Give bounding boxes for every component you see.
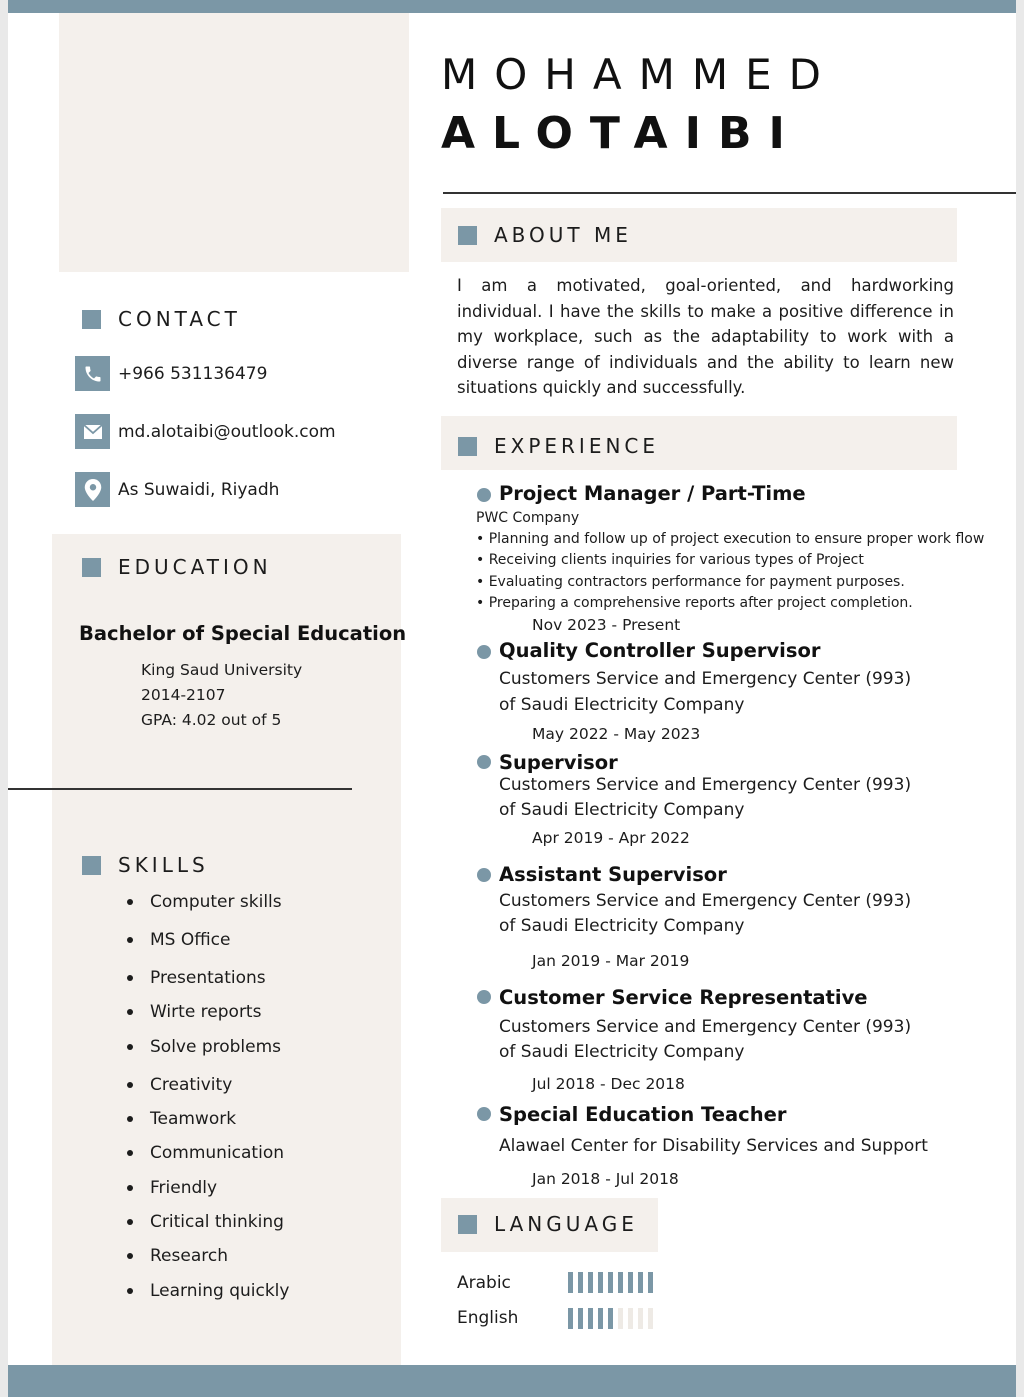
skill-item: Critical thinking — [127, 1212, 284, 1232]
education-degree: Bachelor of Special Education — [79, 622, 407, 645]
skill-item: MS Office — [127, 930, 230, 950]
skill-item: Creativity — [127, 1075, 232, 1095]
section-square-icon — [82, 310, 101, 329]
skill-item: Solve problems — [127, 1037, 281, 1057]
job-title: Customer Service Representative — [499, 986, 868, 1009]
job-dates: May 2022 - May 2023 — [532, 725, 701, 743]
job-employer-line: Customers Service and Emergency Center (993) — [499, 669, 912, 689]
job-employer-line: of Saudi Electricity Company — [499, 1042, 745, 1062]
job-employer-line: Customers Service and Emergency Center (993) — [499, 891, 912, 911]
job-bullet-dot — [477, 868, 491, 882]
language-level-tick — [638, 1272, 643, 1293]
skill-item: Teamwork — [127, 1109, 236, 1129]
job-title: Quality Controller Supervisor — [499, 639, 821, 662]
header-divider — [443, 192, 1016, 194]
education-years: 2014-2107 — [141, 686, 226, 704]
about-text: I am a motivated, goal-oriented, and hardworking individual. I have the skills to make a positive difference in my workplace, such as the adaptability to work with a diverse range of individuals and the ability to learn new situations quickly and successfully. — [457, 276, 954, 397]
job-company: PWC Company — [476, 510, 580, 526]
experience-heading: EXPERIENCE — [458, 434, 659, 458]
job-bullet: • Planning and follow up of project execution to ensure proper work flow — [476, 531, 985, 547]
contact-location-row — [75, 472, 279, 507]
about-heading: ABOUT ME — [458, 223, 632, 247]
education-university: King Saud University — [141, 661, 303, 679]
language-level-tick — [608, 1272, 613, 1293]
job-dates: Jan 2018 - Jul 2018 — [532, 1170, 679, 1188]
job-dates: Apr 2019 - Apr 2022 — [532, 829, 690, 847]
language-level-tick — [568, 1272, 573, 1293]
bottom-accent-bar — [8, 1365, 1016, 1397]
education-heading: EDUCATION — [82, 555, 272, 579]
language-level-tick — [568, 1308, 573, 1329]
skill-item: Friendly — [127, 1178, 217, 1198]
first-name: MOHAMMED — [441, 50, 838, 99]
language-heading: LANGUAGE — [458, 1212, 638, 1236]
language-level-tick — [638, 1308, 643, 1329]
job-employer-line: of Saudi Electricity Company — [499, 695, 745, 715]
job-title: Project Manager / Part-Time — [499, 482, 806, 505]
section-square-icon — [458, 437, 477, 456]
language-level-bar — [568, 1308, 658, 1329]
skill-item: Presentations — [127, 968, 266, 988]
job-employer-line: Customers Service and Emergency Center (993) — [499, 1017, 912, 1037]
language-level-tick — [608, 1308, 613, 1329]
language-level-tick — [598, 1308, 603, 1329]
job-employer-line: of Saudi Electricity Company — [499, 916, 745, 936]
photo-placeholder — [59, 13, 409, 272]
skill-item: Wirte reports — [127, 1002, 261, 1022]
section-square-icon — [458, 226, 477, 245]
language-level-bar — [568, 1272, 658, 1293]
job-dates: Jul 2018 - Dec 2018 — [532, 1075, 685, 1093]
page-edge-right — [1016, 0, 1024, 1397]
language-level-tick — [618, 1272, 623, 1293]
language-name: English — [457, 1308, 519, 1328]
language-level-tick — [578, 1308, 583, 1329]
language-level-tick — [588, 1272, 593, 1293]
job-dates: Jan 2019 - Mar 2019 — [532, 952, 690, 970]
language-level-tick — [618, 1308, 623, 1329]
skills-heading: SKILLS — [82, 853, 209, 877]
job-bullet-dot — [477, 488, 491, 502]
language-level-tick — [598, 1272, 603, 1293]
contact-email-row — [75, 414, 336, 449]
map-pin-icon — [75, 472, 110, 507]
language-level-tick — [578, 1272, 583, 1293]
job-bullet: • Receiving clients inquiries for various types of Project — [476, 552, 864, 568]
job-bullet-dot — [477, 645, 491, 659]
language-level-tick — [588, 1308, 593, 1329]
last-name: ALOTAIBI — [441, 108, 802, 159]
language-level-tick — [628, 1272, 633, 1293]
job-bullet: • Evaluating contractors performance for payment purposes. — [476, 574, 905, 590]
page-edge-left — [0, 0, 8, 1397]
left-divider — [8, 788, 352, 790]
skill-item: Communication — [127, 1143, 284, 1163]
phone-icon — [75, 356, 110, 391]
section-square-icon — [458, 1215, 477, 1234]
top-accent-bar — [8, 0, 1016, 13]
contact-phone-row — [75, 356, 267, 391]
education-gpa: GPA: 4.02 out of 5 — [141, 711, 282, 729]
job-employer-line: Customers Service and Emergency Center (993) — [499, 775, 912, 795]
skill-item: Research — [127, 1246, 228, 1266]
job-title: Assistant Supervisor — [499, 863, 727, 886]
job-employer-line: Alawael Center for Disability Services and Support — [499, 1136, 928, 1156]
contact-phone: +966 531136479 — [118, 363, 268, 384]
job-employer-line: of Saudi Electricity Company — [499, 800, 745, 820]
job-bullet: • Preparing a comprehensive reports after project completion. — [476, 595, 913, 611]
job-title: Special Education Teacher — [499, 1103, 787, 1126]
contact-heading: CONTACT — [82, 307, 241, 331]
job-bullet-dot — [477, 755, 491, 769]
contact-email: md.alotaibi@outlook.com — [118, 421, 336, 442]
language-level-tick — [628, 1308, 633, 1329]
section-square-icon — [82, 558, 101, 577]
skill-item: Learning quickly — [127, 1281, 289, 1301]
job-bullet-dot — [477, 990, 491, 1004]
job-dates: Nov 2023 - Present — [532, 616, 681, 634]
language-level-tick — [648, 1272, 653, 1293]
job-title: Supervisor — [499, 751, 618, 774]
contact-location: As Suwaidi, Riyadh — [118, 479, 280, 500]
envelope-icon — [75, 414, 110, 449]
job-bullet-dot — [477, 1107, 491, 1121]
language-level-tick — [648, 1308, 653, 1329]
language-name: Arabic — [457, 1273, 511, 1293]
section-square-icon — [82, 856, 101, 875]
skill-item: Computer skills — [127, 892, 282, 912]
